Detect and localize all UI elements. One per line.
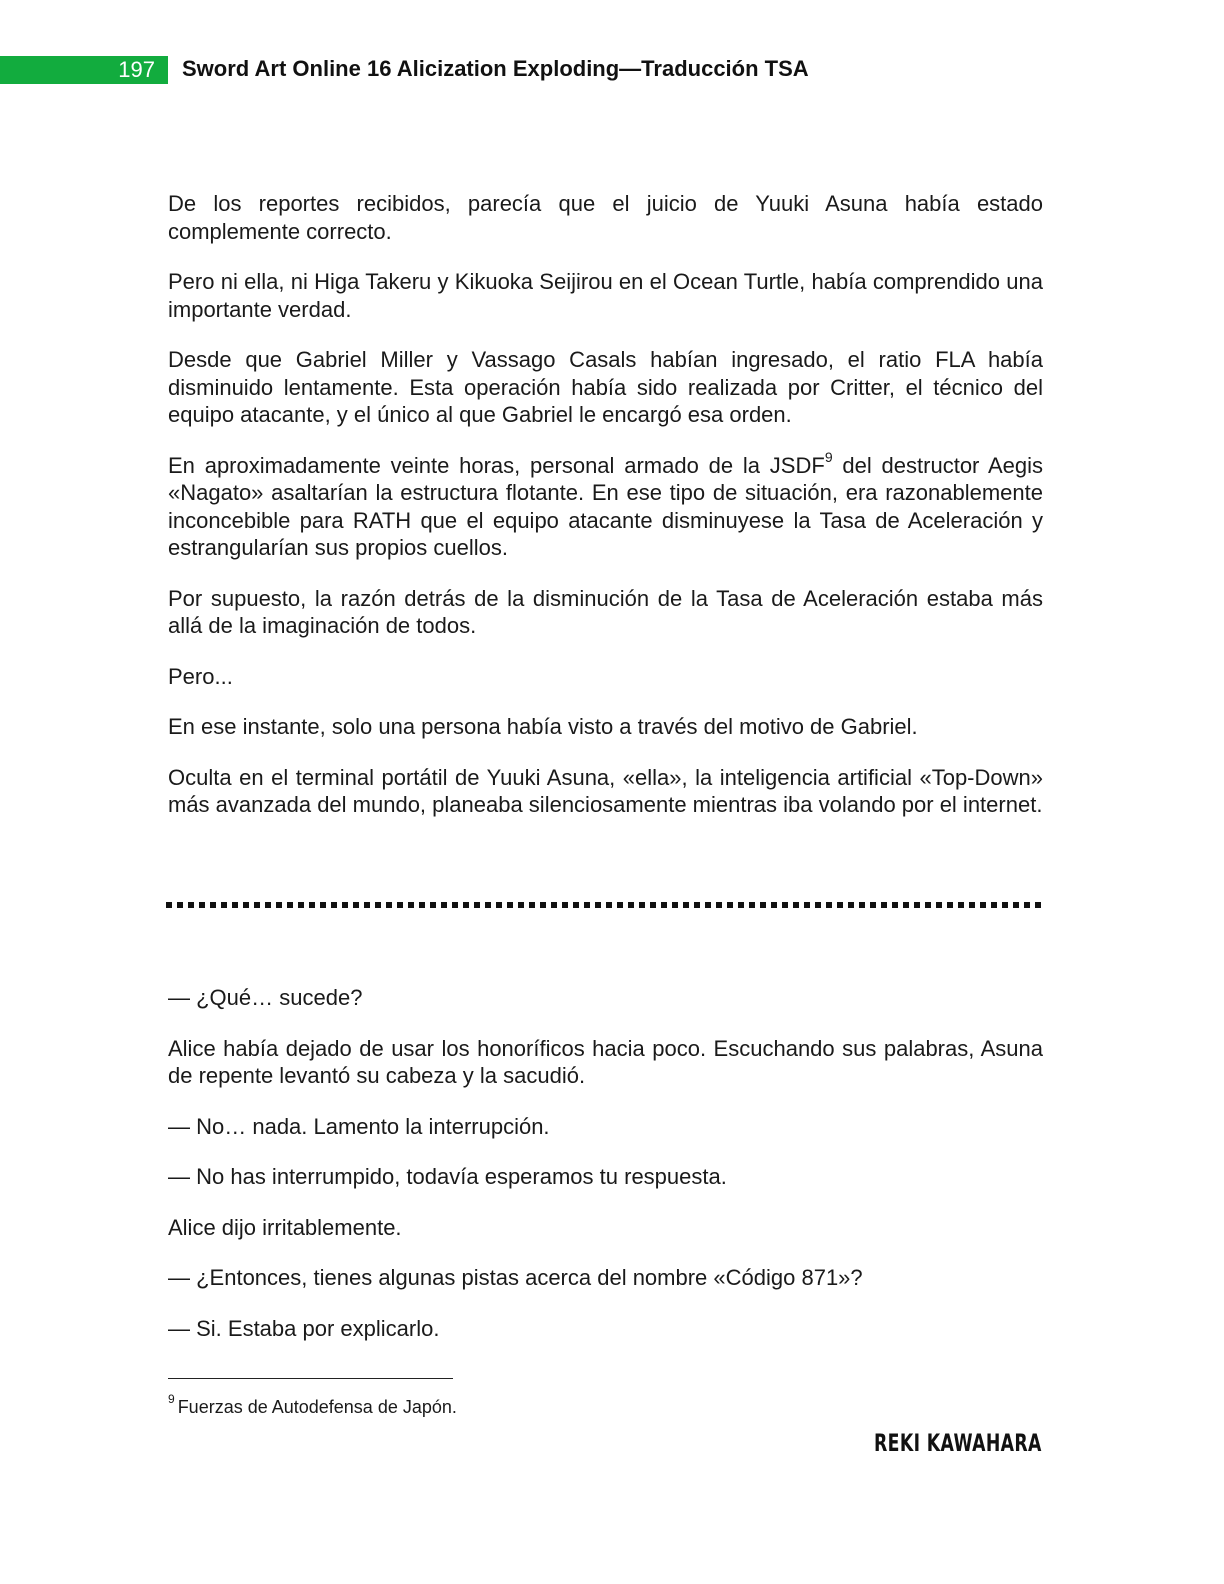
scene-break-divider xyxy=(166,902,1046,908)
paragraph: Oculta en el terminal portátil de Yuuki Asuna, «ella», la inteligencia artificial «Top-Down» más avanzada del mundo, planeaba silenciosamente mientras iba volando por el internet. xyxy=(168,764,1043,817)
paragraph: Pero ni ella, ni Higa Takeru y Kikuoka Seijirou en el Ocean Turtle, había comprendido una importante verdad. xyxy=(168,269,1043,322)
dialogue-line: Alice había dejado de usar los honoríficos hacia poco. Escuchando sus palabras, Asuna de repente levantó su cabeza y la sacudió. xyxy=(168,1035,1043,1088)
dialogue-line: Alice dijo irritablemente. xyxy=(168,1214,402,1240)
dialogue-text xyxy=(168,984,1043,1365)
dialogue-line: — ¿Entonces, tienes algunas pistas acerca del nombre «Código 871»? xyxy=(168,1265,863,1290)
footnote xyxy=(168,1390,457,1419)
paragraph: Pero... xyxy=(168,663,233,689)
page-number: 197 xyxy=(118,57,155,82)
paragraph: De los reportes recibidos, parecía que el juicio de Yuuki Asuna había estado complemente correcto. xyxy=(168,191,1043,244)
dialogue-line: — ¿Qué… sucede? xyxy=(168,985,363,1010)
footnote-text: Fuerzas de Autodefensa de Japón. xyxy=(177,1397,457,1417)
footnote-reference[interactable]: 9 xyxy=(824,449,833,466)
paragraph: Por supuesto, la razón detrás de la disminución de la Tasa de Aceleración estaba más allá de la imaginación de todos. xyxy=(168,585,1043,638)
paragraph-with-footnote xyxy=(168,449,1043,562)
author-name: REKI KAWAHARA xyxy=(874,1429,1042,1457)
footnote-number: 9 xyxy=(168,1392,175,1406)
dialogue-line: — No has interrumpido, todavía esperamos tu respuesta. xyxy=(168,1164,727,1189)
page-title: Sword Art Online 16 Alicization Exploding—Traducción TSA xyxy=(182,56,809,81)
paragraph-text: En aproximadamente veinte horas, personal armado de la JSDF xyxy=(168,452,825,478)
paragraph-text: del destructor Aegis «Nagato» asaltarían la estructura flotante. En ese tipo de situación, era razonablemente inconcebible para RATH que el equipo atacante disminuyese la Tasa de Aceleración y estrangularían sus propios cuellos. xyxy=(168,452,1043,560)
paragraph: Desde que Gabriel Miller y Vassago Casals habían ingresado, el ratio FLA había disminuido lentamente. Esta operación había sido realizada por Critter, el técnico del equipo atacante, y el único al que Gabriel le encargó esa orden. xyxy=(168,347,1043,427)
dialogue-line: — No… nada. Lamento la interrupción. xyxy=(168,1113,550,1139)
paragraph: En ese instante, solo una persona había visto a través del motivo de Gabriel. xyxy=(168,714,918,739)
main-text xyxy=(168,190,1043,842)
footnote-separator xyxy=(168,1378,453,1379)
dialogue-line: — Si. Estaba por explicarlo. xyxy=(168,1315,440,1341)
